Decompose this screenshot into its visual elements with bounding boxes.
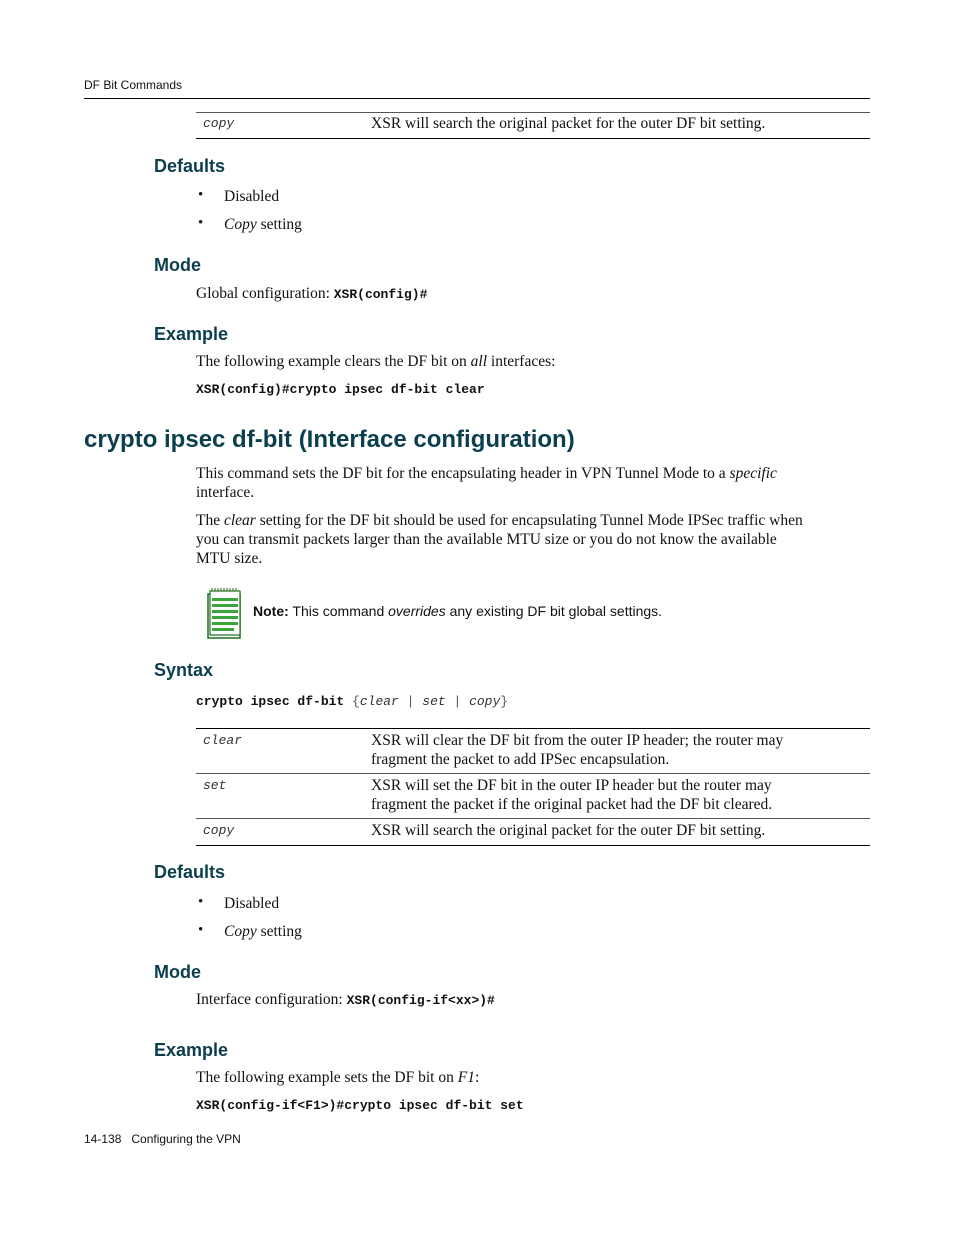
defaults-heading: Defaults — [154, 862, 226, 882]
mode-heading: Mode — [154, 255, 201, 275]
table-top-rule — [196, 728, 870, 729]
example-code: XSR(config-if<F1>)#crypto ipsec df-bit set — [196, 1098, 524, 1113]
param-name: copy — [203, 823, 235, 838]
param-desc: XSR will clear the DF bit from the outer IP header; the router may fragment the packet to add IPSec encapsulation. — [371, 732, 784, 768]
page-footer: 14-138 Configuring the VPN — [84, 1132, 241, 1146]
defaults-item: Copy setting — [224, 216, 302, 233]
param-name: set — [203, 778, 227, 793]
syntax-line: crypto ipsec df-bit {clear | set | copy} — [196, 694, 509, 709]
running-header: DF Bit Commands — [84, 78, 183, 92]
defaults-item: Disabled — [224, 895, 280, 912]
clear-paragraph: The clear setting for the DF bit should be used for encapsulating Tunnel Mode IPSec traffic when you can transmit packets larger than the available MTU size or you do not know the available MTU size. — [196, 512, 803, 567]
param-desc: XSR will search the original packet for the outer DF bit setting. — [371, 115, 766, 132]
example-text: The following example clears the DF bit on all interfaces: — [196, 353, 556, 370]
defaults-item: Copy setting — [224, 923, 302, 940]
bullet-icon: • — [198, 922, 204, 938]
description-paragraph: This command sets the DF bit for the encapsulating header in VPN Tunnel Mode to a specific interface. — [196, 465, 777, 501]
section-title: crypto ipsec df-bit (Interface configuration) — [84, 426, 575, 453]
param-name: copy — [203, 116, 235, 131]
example-heading: Example — [154, 1040, 229, 1060]
param-name: clear — [203, 733, 243, 748]
table-bottom-rule — [196, 138, 870, 139]
table-bottom-rule — [196, 845, 870, 846]
defaults-item: Disabled — [224, 188, 280, 205]
example-text: The following example sets the DF bit on F1: — [196, 1069, 480, 1086]
bullet-icon: • — [198, 215, 204, 231]
defaults-heading: Defaults — [154, 156, 226, 176]
bullet-icon: • — [198, 894, 204, 910]
example-heading: Example — [154, 324, 229, 344]
syntax-heading: Syntax — [154, 660, 214, 680]
table-top-rule — [196, 112, 870, 113]
note-icon — [206, 588, 244, 640]
mode-text: Interface configuration: XSR(config-if<xx>)# — [196, 991, 495, 1008]
param-desc: XSR will search the original packet for the outer DF bit setting. — [371, 822, 766, 839]
note-text: Note: This command overrides any existing DF bit global settings. — [253, 603, 663, 619]
header-rule — [84, 98, 870, 99]
table-row-rule — [196, 773, 870, 774]
param-desc: XSR will set the DF bit in the outer IP header but the router may fragment the packet if the original packet had the DF bit cleared. — [371, 777, 773, 813]
example-code: XSR(config)#crypto ipsec df-bit clear — [196, 382, 485, 397]
mode-heading: Mode — [154, 962, 201, 982]
table-row-rule — [196, 818, 870, 819]
mode-text: Global configuration: XSR(config)# — [196, 285, 428, 302]
bullet-icon: • — [198, 187, 204, 203]
